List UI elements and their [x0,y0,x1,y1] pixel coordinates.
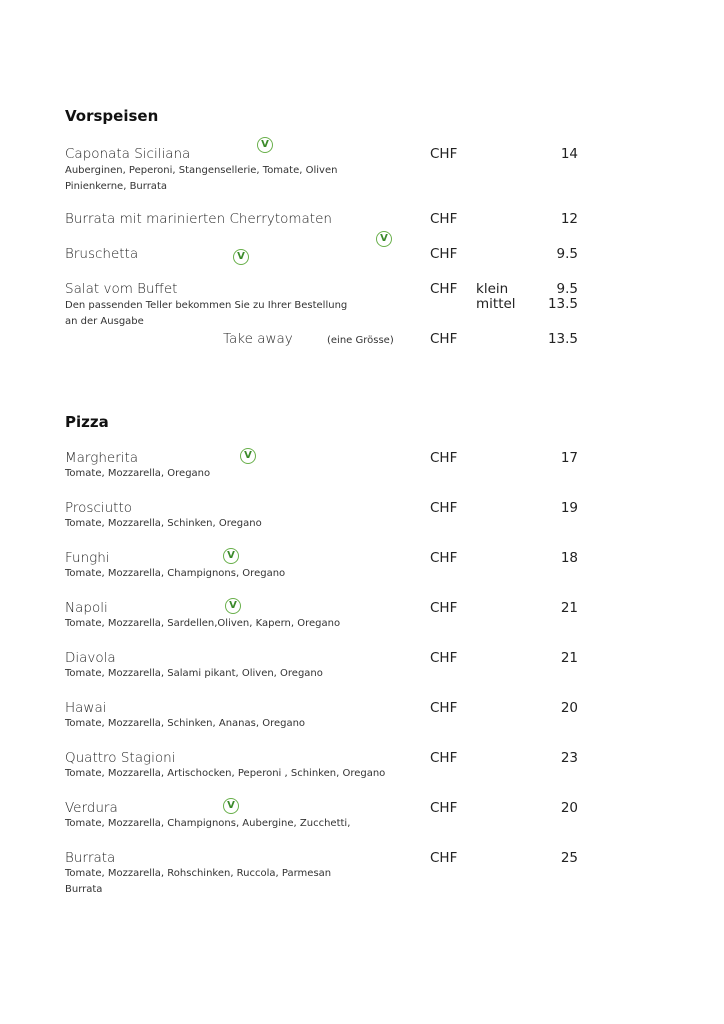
price: 20 [560,700,578,716]
vegetarian-leaf-icon: V [257,137,273,153]
item-name: Burrata mit marinierten Cherrytomaten [65,211,332,227]
vegetarian-leaf-icon: V [225,598,241,614]
price: 19 [560,500,578,516]
item-desc: Tomate, Mozzarella, Champignons, Oregano [65,568,286,579]
item-name: Diavola [65,650,116,666]
item-name: Salat vom Buffet [65,281,178,297]
section-heading-vorspeisen: Vorspeisen [65,107,159,125]
price: 21 [560,600,578,616]
price: 25 [560,850,578,866]
vegetarian-leaf-icon: V [223,798,239,814]
item-name: Burrata [65,850,116,866]
currency: CHF [430,550,458,566]
price: 23 [560,750,578,766]
item-desc: Den passenden Teller bekommen Sie zu Ihrer Bestellung [65,300,348,311]
item-name: Quattro Stagioni [65,750,176,766]
price: 14 [560,146,578,162]
price: 18 [560,550,578,566]
vegetarian-leaf-icon: V [233,249,249,265]
item-name: Take away [223,331,293,347]
currency: CHF [430,700,458,716]
item-desc: Tomate, Mozzarella, Sardellen,Oliven, Kapern, Oregano [65,618,341,629]
price: 17 [560,450,578,466]
item-desc: Tomate, Mozzarella, Schinken, Oregano [65,518,262,529]
item-desc: Tomate, Mozzarella, Oregano [65,468,211,479]
item-name: Margherita [65,450,139,466]
currency: CHF [430,600,458,616]
currency: CHF [430,281,458,297]
currency: CHF [430,650,458,666]
currency: CHF [430,450,458,466]
size-label: klein [476,281,509,297]
currency: CHF [430,331,458,347]
currency: CHF [430,246,458,262]
section-heading-pizza: Pizza [65,413,109,431]
currency: CHF [430,750,458,766]
item-name: Bruschetta [65,246,139,262]
item-desc: Pinienkerne, Burrata [65,181,167,192]
currency: CHF [430,800,458,816]
price: 21 [560,650,578,666]
item-name: Napoli [65,600,108,616]
price: 20 [560,800,578,816]
vegetarian-leaf-icon: V [376,231,392,247]
item-desc: Auberginen, Peperoni, Stangensellerie, Tomate, Oliven [65,165,338,176]
item-desc: an der Ausgabe [65,316,144,327]
item-desc: Tomate, Mozzarella, Salami pikant, Oliven, Oregano [65,668,323,679]
currency: CHF [430,850,458,866]
item-desc: Tomate, Mozzarella, Rohschinken, Ruccola, Parmesan [65,868,332,879]
price: 12 [560,211,578,227]
size-label: mittel [476,296,516,312]
item-name: Verdura [65,800,118,816]
price: 9.5 [556,281,578,297]
item-name: Funghi [65,550,110,566]
item-desc: Tomate, Mozzarella, Schinken, Ananas, Oregano [65,718,306,729]
price: 13.5 [547,296,578,312]
currency: CHF [430,500,458,516]
item-name: Prosciutto [65,500,133,516]
currency: CHF [430,211,458,227]
item-name: Caponata Siciliana [65,146,191,162]
item-desc: Burrata [65,884,103,895]
currency: CHF [430,146,458,162]
price: 13.5 [547,331,578,347]
price: 9.5 [556,246,578,262]
item-name: Hawai [65,700,107,716]
vegetarian-leaf-icon: V [223,548,239,564]
item-desc: Tomate, Mozzarella, Champignons, Aubergine, Zucchetti, [65,818,351,829]
item-desc: Tomate, Mozzarella, Artischocken, Peperoni , Schinken, Oregano [65,768,386,779]
item-note: (eine Grösse) [327,335,394,346]
vegetarian-leaf-icon: V [240,448,256,464]
